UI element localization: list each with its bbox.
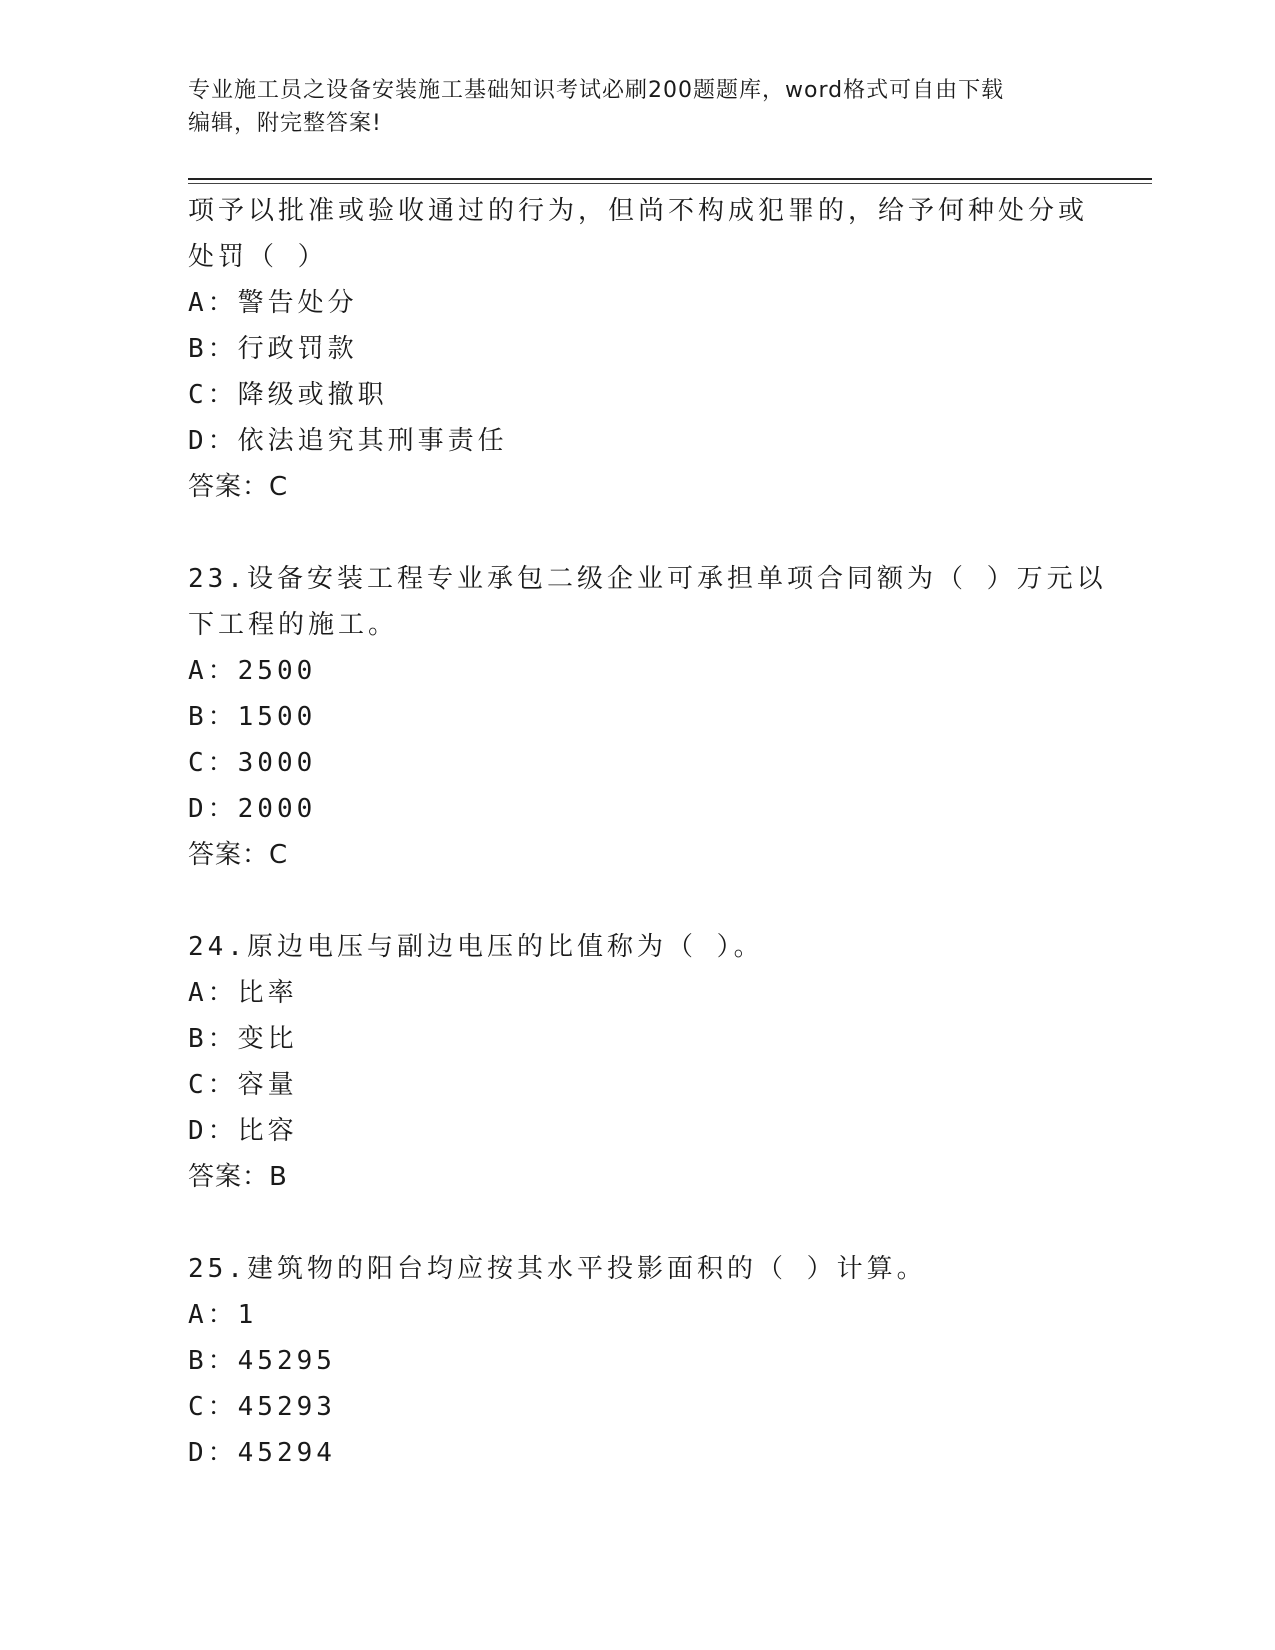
option-d: D：比容 [188,1116,298,1146]
option-d: D：依法追究其刑事责任 [188,426,508,456]
option-b: B：45295 [188,1346,336,1376]
question-list [188,188,1107,1476]
question-25 [188,1246,1088,1476]
spacer [188,510,1088,556]
option-c: C：降级或撤职 [188,380,388,410]
option-d: D：45294 [188,1438,336,1468]
question-text: 下工程的施工。 [188,610,399,640]
option-a: A：2500 [188,656,317,686]
answer-line: 答案：B [188,1162,288,1192]
option-a: A：1 [188,1300,258,1330]
option-b: B：1500 [188,702,317,732]
option-a: A：比率 [188,978,298,1008]
option-d: D：2000 [188,794,317,824]
option-b: B：变比 [188,1024,298,1054]
question-text: 项予以批准或验收通过的行为，但尚不构成犯罪的，给予何种处分或 [188,196,1089,226]
option-c: C：容量 [188,1070,298,1100]
question-text: 25.建筑物的阳台均应按其水平投影面积的（ ）计算。 [188,1254,927,1284]
question-continued [188,188,1088,510]
header-title-line-1: 专业施工员之设备安装施工基础知识考试必刷200题题库，word格式可自由下载 [188,78,1005,103]
question-text: 处罚（ ） [188,242,328,272]
spacer [188,878,1088,924]
option-c: C：45293 [188,1392,336,1422]
question-24 [188,924,1088,1200]
question-23 [188,556,1107,878]
spacer [188,1200,1088,1246]
document-header [188,74,1088,140]
header-divider-thick [188,178,1152,180]
option-c: C：3000 [188,748,317,778]
question-text: 24.原边电压与副边电压的比值称为（ ）。 [188,932,764,962]
question-text: 23.设备安装工程专业承包二级企业可承担单项合同额为（ ）万元以 [188,564,1107,594]
option-b: B：行政罚款 [188,334,358,364]
option-a: A：警告处分 [188,288,358,318]
header-title-line-2: 编辑，附完整答案! [188,111,382,136]
answer-line: 答案：C [188,472,289,502]
header-divider-thin [188,183,1152,184]
answer-line: 答案：C [188,840,289,870]
